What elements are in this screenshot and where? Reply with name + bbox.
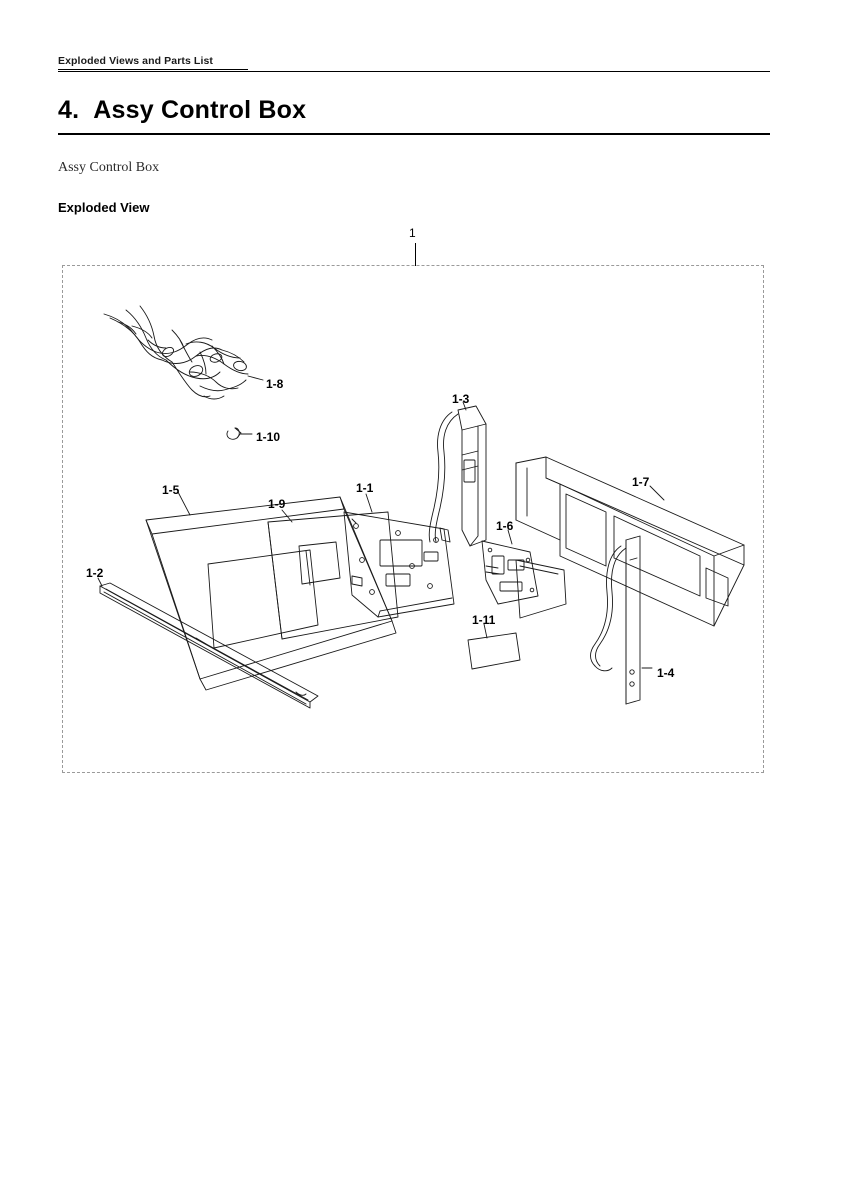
assembly-callout-label: 1 [409,226,416,240]
callout-1-6: 1-6 [496,519,514,533]
title-rule [58,133,770,135]
callout-1-10: 1-10 [256,430,281,444]
chapter-number: 4. [58,96,80,124]
header-rule [58,71,770,72]
callout-1-4: 1-4 [657,666,675,680]
chapter-title-text: Assy Control Box [93,96,307,124]
callout-1-9: 1-9 [268,497,286,511]
header-underline-short [58,69,248,70]
section-name: Assy Control Box [58,160,160,175]
callout-1-7: 1-7 [632,475,650,489]
assembly-leader-line [415,243,416,266]
callout-1-2: 1-2 [86,566,104,580]
callout-1-5: 1-5 [162,483,180,497]
exploded-view-frame [62,265,764,773]
subsection-name: Exploded View [58,200,150,215]
callout-1-3: 1-3 [452,392,470,406]
running-header: Exploded Views and Parts List [58,55,214,67]
callout-1-11: 1-11 [472,613,496,627]
callout-1-1: 1-1 [356,481,374,495]
callout-1-8: 1-8 [266,377,284,391]
page-title [58,96,306,125]
